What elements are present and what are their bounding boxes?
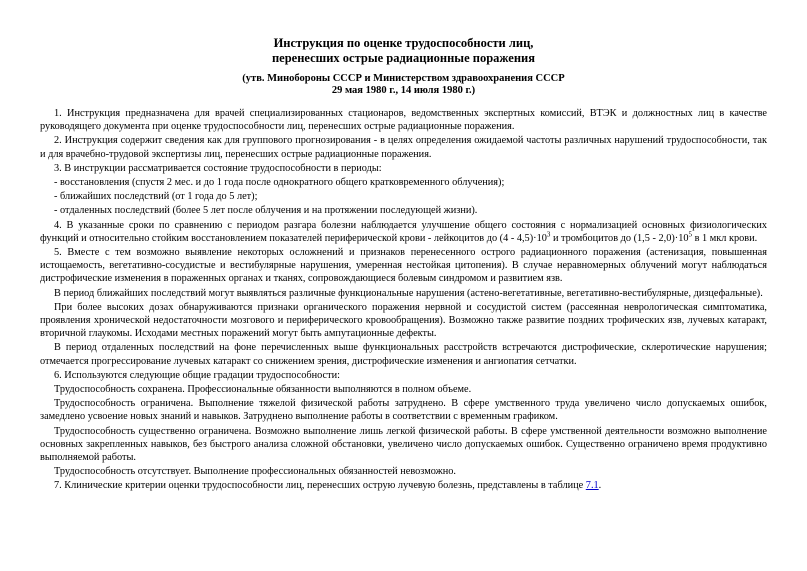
paragraph-remote-period: В период отдаленных последствий на фоне перечисленных выше функциональных расстройств встречаются дистрофические, склеротические нарушения; отмечается прогрессирование лучевых катаракт со снижением зрения, дистрофические изменения и ангиопатия сетчатки. xyxy=(40,342,767,367)
paragraph-6: 6. Используются следующие общие градации трудоспособности: xyxy=(54,369,340,381)
document-subtitle xyxy=(40,73,767,97)
list-item-near-effects: - ближайших последствий (от 1 года до 5 лет); xyxy=(54,191,258,203)
grade-limited: Трудоспособность ограничена. Выполнение тяжелой физической работы затруднено. В сфере умственного труда увеличено число допускаемых ошибок, замедлено усвоение новых знаний и навыков. Затруднено выполнение работы в соответствии с временным графиком. xyxy=(40,398,767,423)
grade-preserved: Трудоспособность сохранена. Профессиональные обязанности выполняются в полном объеме. xyxy=(54,384,472,396)
paragraph-1: 1. Инструкция предназначена для врачей специализированных стационаров, ведомственных экспертных комиссий, ВТЭК и должностных лиц в качестве руководящего документа при оценке трудоспособности лиц, перенесших острые радиационные поражения. xyxy=(40,108,767,133)
title-line-2: перенесших острые радиационные поражения xyxy=(271,51,536,65)
paragraph-5: 5. Вместе с тем возможно выявление некоторых осложнений и признаков перенесенного острого радиационного поражения (астенизация, повышенная истощаемость, вегетативно-сосудистые и вестибулярные нарушения, умеренная нестойкая цитопения). В случае неравномерных облучений могут наблюдаться дистрофические изменения в пораженных органах и тканях, сопровождающиеся болевым синдромом и развитием язв. xyxy=(40,247,767,285)
paragraph-near-period: В период ближайших последствий могут выявляться различные функциональные нарушения (астено-вегетативные, вегетативно-вестибулярные, дизцефальные). xyxy=(54,287,763,299)
paragraph-7-tail: . xyxy=(598,480,602,492)
paragraph-4-text-a: 4. В указанные сроки по сравнению с периодом разгара болезни наблюдается улучшение общего состояния с нормализацией основных физиологических функций и относительно стойким восстановлением показателей периферической крови - лейкоцитов до (4 - 4,5)·10 xyxy=(40,219,767,244)
paragraph-7-text: 7. Клинические критерии оценки трудоспособности лиц, перенесших острую лучевую болезнь, представлены в таблице xyxy=(54,480,586,492)
paragraph-2: 2. Инструкция содержит сведения как для группового прогнозирования - в целях определения ожидаемой частоты различных нарушений трудоспособности, так и для врачебно-трудовой экспертизы лиц, перенесших острые радиационные поражения. xyxy=(40,135,767,160)
list-item-recovery: - восстановления (спустя 2 мес. и до 1 года после однократного общего кратковременного облучения); xyxy=(54,177,505,189)
paragraph-3: 3. В инструкции рассматривается состояние трудоспособности в периоды: xyxy=(54,162,382,174)
title-line-1: Инструкция по оценке трудоспособности лиц, xyxy=(273,36,534,50)
paragraph-4-text-c: в 1 мкл крови. xyxy=(692,232,758,244)
subtitle-line-2: 29 мая 1980 г., 14 июля 1980 г.) xyxy=(331,85,476,96)
paragraph-high-doses: При более высоких дозах обнаруживаются признаки органического поражения нервной и сосудистой систем (рассеянная неврологическая симптоматика, проявления хронической недостаточности мозгового и периферического кровообращения). Возможно также развитие поздних трофических язв, лучевых катаракт, вторичной глаукомы. Исходами местных поражений могут быть ампутационные дефекты. xyxy=(40,301,767,340)
paragraph-4 xyxy=(40,219,767,245)
exponent-a: 3 xyxy=(546,230,551,239)
paragraph-4-text-b: и тромбоцитов до (1,5 - 2,0)·10 xyxy=(550,232,689,244)
subtitle-line-1: (утв. Минобороны СССР и Министерством здравоохранения СССР xyxy=(242,73,565,84)
grade-substantially-limited: Трудоспособность существенно ограничена. Возможно выполнение лишь легкой физической работы. В сфере умственной деятельности возможно выполнение основных закрепленных навыков, без быстрого анализа сложной обстановки, увеличено число допускаемых ошибок. Существенно ограничено время продуктивно выполняемой работы. xyxy=(40,425,767,464)
document-body xyxy=(40,107,767,493)
list-item-remote-effects: - отдаленных последствий (более 5 лет после облучения и на протяжении последующей жизни). xyxy=(54,205,478,217)
grade-absent: Трудоспособность отсутствует. Выполнение профессиональных обязанностей невозможно. xyxy=(54,466,456,478)
table-7-1-link[interactable]: 7.1 xyxy=(585,480,599,492)
exponent-b: 5 xyxy=(688,230,692,239)
document-title xyxy=(40,36,767,66)
paragraph-7 xyxy=(40,479,767,492)
